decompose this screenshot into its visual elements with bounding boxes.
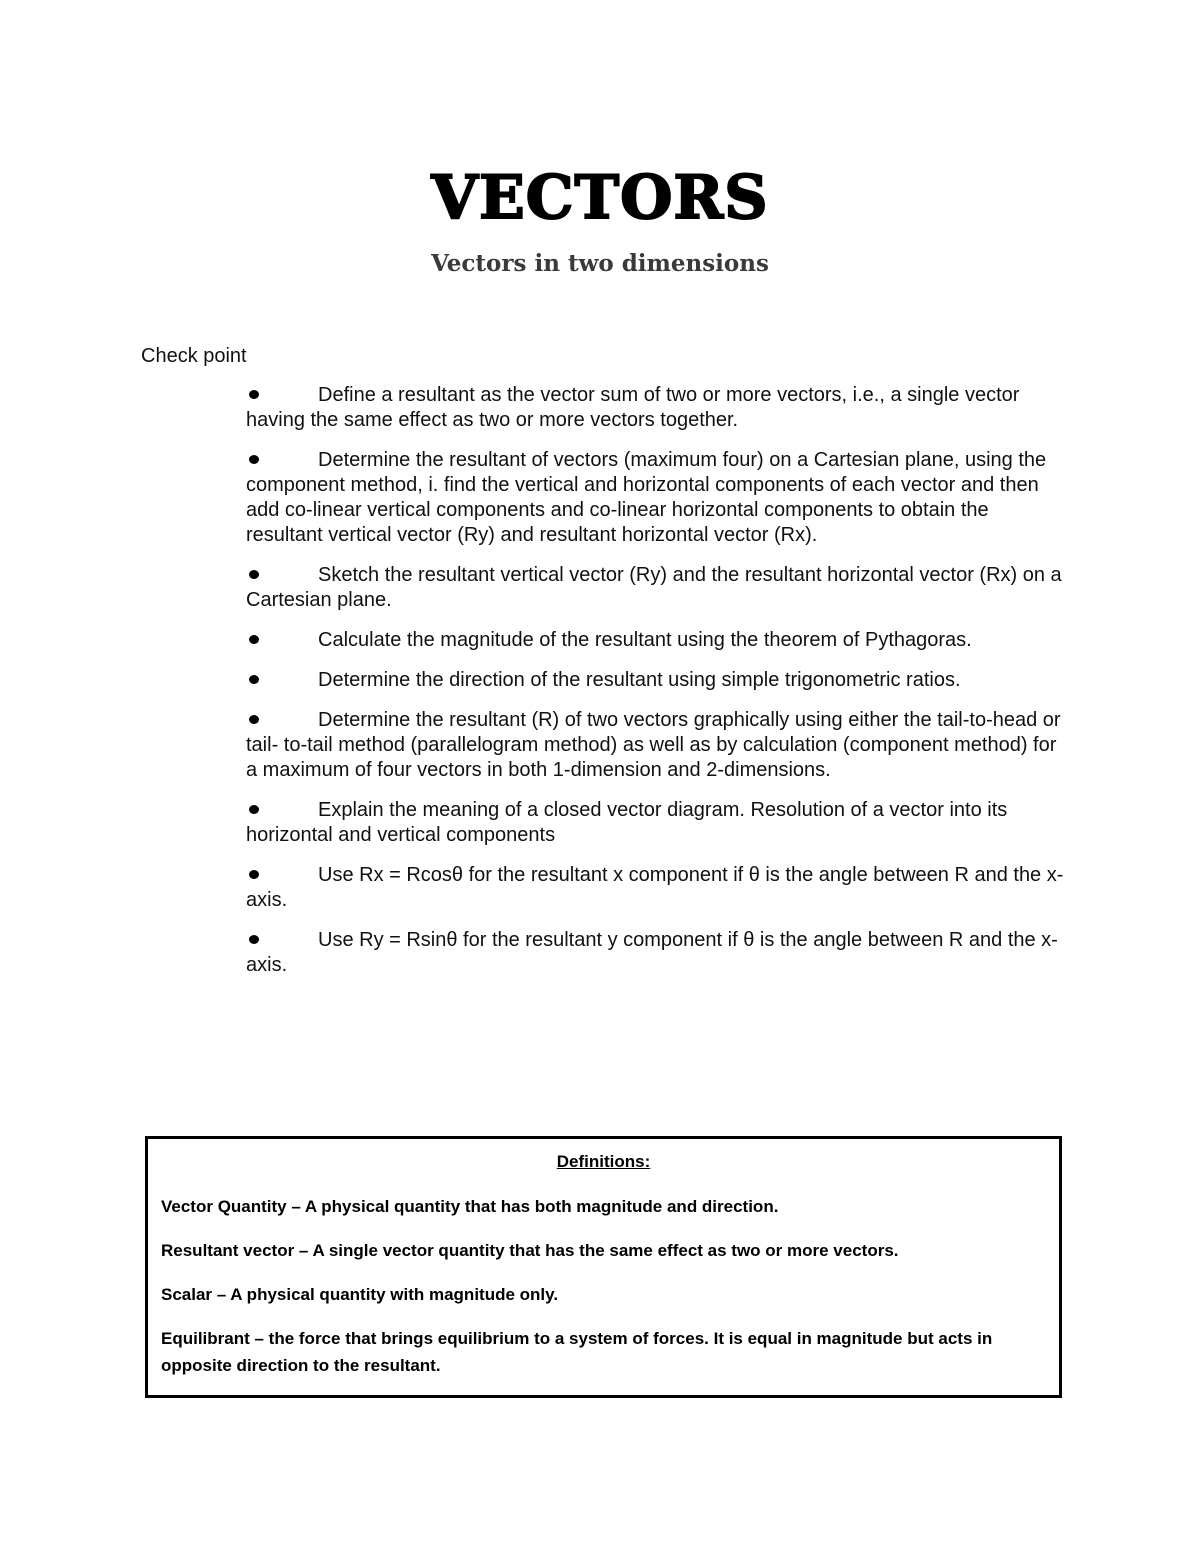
list-item-text: Define a resultant as the vector sum of two or more vectors, i.e., a single vector having the same effect as two or more vectors together. [246, 384, 1020, 431]
definition-equilibrant: Equilibrant – the force that brings equilibrium to a system of forces. It is equal in magnitude but acts in opposite direction to the resultant. [161, 1329, 993, 1375]
bullet-icon [249, 455, 259, 464]
bullet-icon [249, 570, 259, 579]
list-item-text: Determine the resultant of vectors (maximum four) on a Cartesian plane, using the component method, i. find the vertical and horizontal components of each vector and then add co-linear vertical components and co-linear horizontal components to obtain the resultant vertical vector (Ry) and resultant horizontal vector (Rx). [246, 449, 1047, 546]
bullet-icon [249, 390, 259, 399]
bullet-icon [249, 675, 259, 684]
bullet-icon [249, 935, 259, 944]
checkpoint-heading: Check point [141, 345, 247, 367]
definitions-heading: Definitions: [556, 1152, 651, 1171]
list-item-text: Determine the resultant (R) of two vectors graphically using either the tail-to-head or tail- to-tail method (parallelogram method) as well as by calculation (component method) for a maximum of four vectors in both 1-dimension and 2-dimensions. [246, 709, 1061, 781]
definition-resultant-vector: Resultant vector – A single vector quantity that has the same effect as two or more vectors. [161, 1241, 899, 1260]
list-item [246, 383, 1066, 433]
page-subtitle: Vectors in two dimensions [431, 250, 769, 277]
checkpoint-list [246, 383, 1066, 993]
bullet-icon [249, 805, 259, 814]
list-item-text: Use Ry = Rsinθ for the resultant y component if θ is the angle between R and the x-axis. [246, 929, 1058, 976]
list-item-text: Sketch the resultant vertical vector (Ry) and the resultant horizontal vector (Rx) on a Cartesian plane. [246, 564, 1062, 611]
definition-scalar: Scalar – A physical quantity with magnitude only. [161, 1285, 559, 1304]
definition-vector-quantity: Vector Quantity – A physical quantity that has both magnitude and direction. [161, 1197, 779, 1216]
list-item [246, 563, 1066, 613]
list-item-text: Explain the meaning of a closed vector diagram. Resolution of a vector into its horizontal and vertical components [246, 799, 1008, 846]
definitions-box [145, 1136, 1062, 1398]
page-title: VECTORS [431, 163, 769, 233]
list-item [246, 928, 1066, 978]
bullet-icon [249, 715, 259, 724]
list-item [246, 628, 1066, 653]
list-item-text: Use Rx = Rcosθ for the resultant x component if θ is the angle between R and the x-axis. [246, 864, 1064, 911]
list-item-text: Calculate the magnitude of the resultant using the theorem of Pythagoras. [318, 629, 972, 651]
list-item [246, 668, 1066, 693]
bullet-icon [249, 635, 259, 644]
list-item-text: Determine the direction of the resultant using simple trigonometric ratios. [318, 669, 961, 691]
list-item [246, 863, 1066, 913]
bullet-icon [249, 870, 259, 879]
list-item [246, 708, 1066, 783]
list-item [246, 798, 1066, 848]
list-item [246, 448, 1066, 548]
